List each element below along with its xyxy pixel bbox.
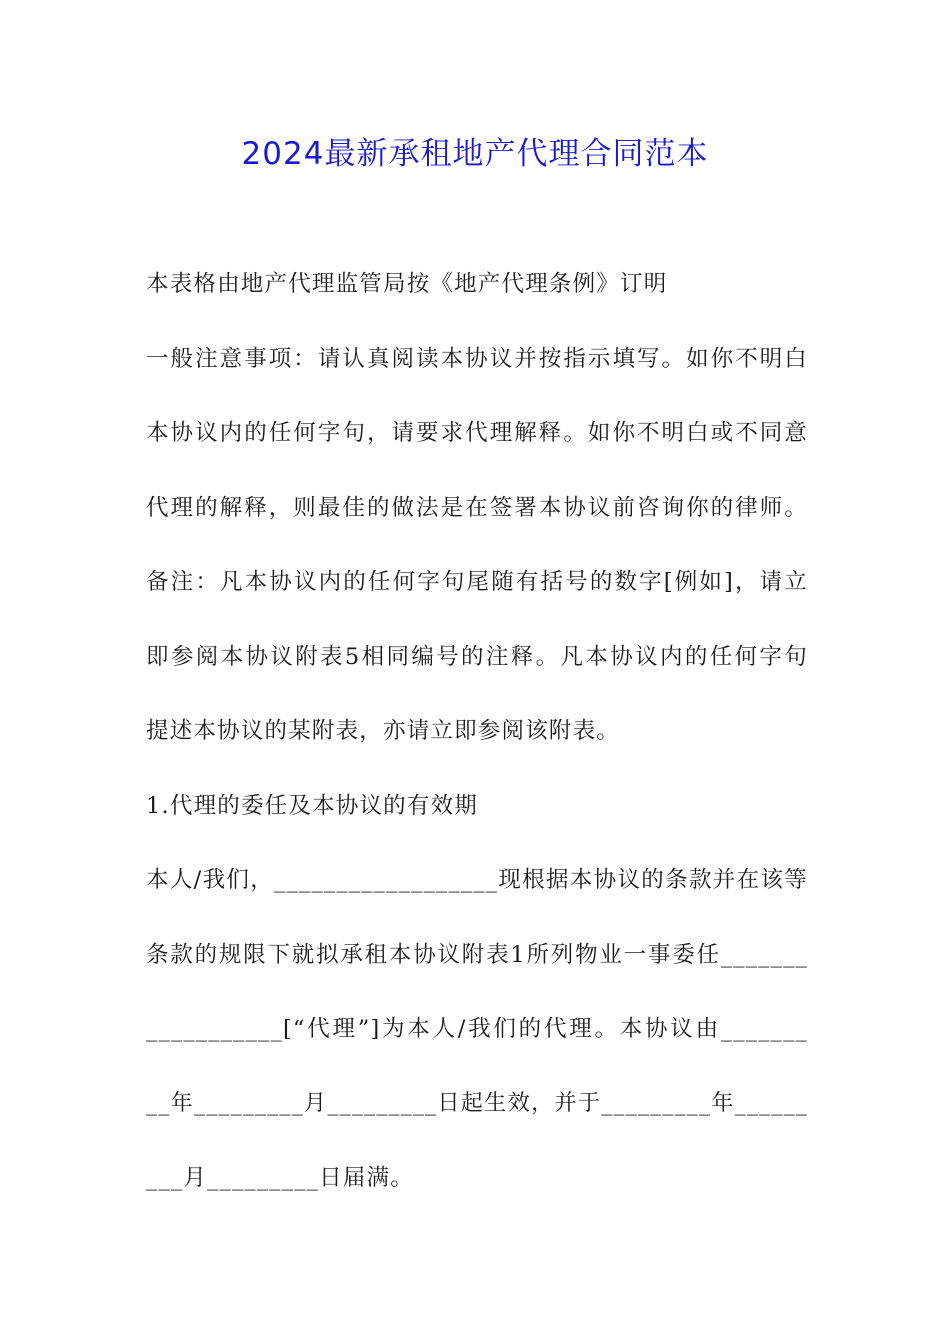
paragraph-line-1: 本表格由地产代理监管局按《地产代理条例》订明 xyxy=(146,271,668,297)
paragraph-line-10: 条款的规限下就拟承租本协议附表1所列物业一事委任_______ xyxy=(146,941,808,968)
paragraph-line-7: 提述本协议的某附表，亦请立即参阅该附表。 xyxy=(146,718,621,744)
paragraph-line-6: 即参阅本协议附表5相同编号的注释。凡本协议内的任何字句 xyxy=(146,643,808,670)
paragraph-line-13: ___月_________日届满。 xyxy=(146,1165,414,1191)
paragraph-line-3: 本协议内的任何字句，请要求代理解释。如你不明白或不同意 xyxy=(146,420,808,446)
paragraph-line-4: 代理的解释，则最佳的做法是在签署本协议前咨询你的律师。 xyxy=(146,494,808,521)
paragraph-line-9: 本人/我们，__________________现根据本协议的条款并在该等 xyxy=(146,867,808,893)
paragraph-line-12: __年_________月_________日起生效，并于_________年______ xyxy=(146,1090,808,1116)
document-title: 2024最新承租地产代理合同范本 xyxy=(241,136,709,172)
section-heading: 1.代理的委任及本协议的有效期 xyxy=(146,792,478,819)
paragraph-line-5: 备注：凡本协议内的任何字句尾随有括号的数字[例如]，请立 xyxy=(146,569,808,595)
paragraph-line-11: ___________[“代理”]为本人/我们的代理。本协议由_______ xyxy=(146,1016,808,1042)
document-body xyxy=(146,262,808,1231)
paragraph-line-2: 一般注意事项：请认真阅读本协议并按指示填写。如你不明白 xyxy=(146,345,808,372)
